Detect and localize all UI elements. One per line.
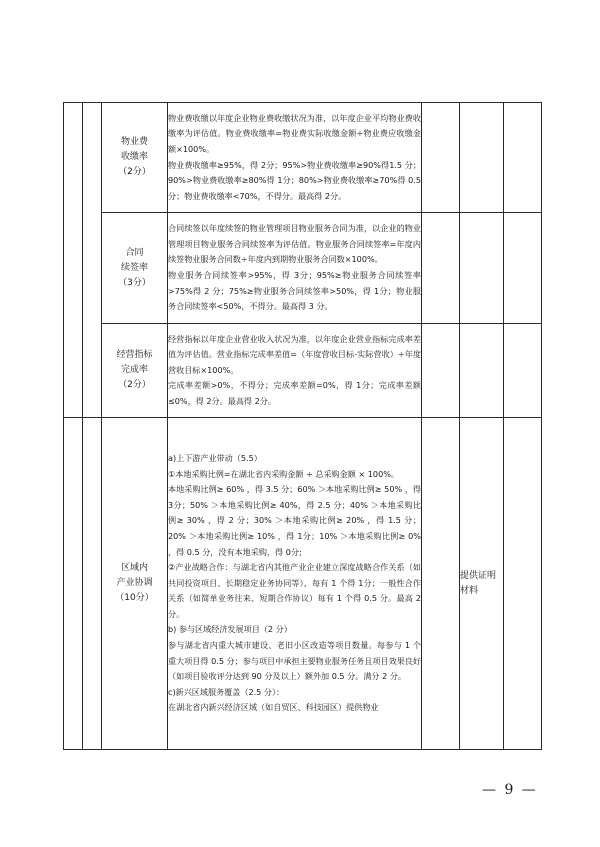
item-name-line: 合同: [125, 247, 144, 258]
criteria-text: c)新兴区域服务覆盖（2.5 分）：: [168, 686, 285, 697]
criteria-text: 合同续签以年度续签的物业管理项目物业服务合同为准，以企业的物业管理项目物业服务合同续签率为评估值。物业服务合同续签率=年度内续签物业服务合同数÷年度内到期物业服务合同数×100%。: [168, 223, 421, 265]
criteria-text: ②产业战略合作：与湖北省内其他产业企业建立深度战略合作关系（如共同投资项目、长期稳定业务协同等），每有 1 个得 1分；一般性合作关系（如简单业务往来、短期合作协议）每有 1 个得 0.5 分。最高 2 分。: [168, 562, 421, 619]
item-name-line: 区域内: [120, 563, 148, 573]
item-score: （2分）: [118, 380, 151, 390]
criteria-text: ①本地采购比例=在湖北省内采购金额 ÷ 总采购金额 × 100%。: [168, 468, 400, 479]
item-cell: [102, 324, 168, 418]
item-name-line: 完成率: [120, 365, 148, 375]
item-cell: [102, 213, 168, 324]
item-name-line: 产业协调: [116, 578, 153, 588]
page-number: — 9 —: [482, 782, 538, 798]
item-name-line: 经营指标: [116, 350, 153, 360]
remark-cell: [504, 103, 542, 213]
score-cell: [422, 324, 460, 418]
score-cell: [422, 103, 460, 213]
criteria-text: 物业费收缴以年度企业物业费收缴状况为准，以年度企业平均物业费收缴率为评估值。物业费收缴率=物业费实际收缴金额÷物业费应收缴金额×100%。: [168, 112, 421, 154]
table-row: [64, 324, 542, 418]
criteria-text: 经营指标以年度企业营业收入状况为准，以年度企业营业指标完成率差值为评估值。营业指标完成率差值=（年度营收目标-实际营收）÷年度营收目标×100%。: [168, 333, 421, 375]
criteria-text: 本地采购比例≥ 60% ，得 3.5 分；60% ＞本地采购比例≥ 50% ，得 3分；50% ＞本地采购比例≥ 40%，得 2.5 分；40% ＞本地采购比例≥ 30% ，得 2 分；30% ＞本地采购比例≥ 20% ，得 1.5 分；20% ＞本地采购比例≥ 10% ，得 1分；10% ＞本地采购比例≥ 0% ，得 0.5 分，没有本地采购，得 0分;: [168, 484, 421, 557]
criteria-cell: [168, 418, 422, 750]
score-cell: [422, 418, 460, 750]
item-name-line: 物业费: [120, 137, 148, 147]
criteria-text: 完成率差额>0%，不得分；完成率差额=0%，得 1分；完成率差额≤0%，得 2分。最高得 2分。: [168, 380, 421, 406]
table-row: [64, 103, 542, 213]
criteria-text: a)上下游产业带动（5.5）: [168, 452, 262, 463]
score-cell: [422, 213, 460, 324]
table-row: [64, 418, 542, 750]
note-cell: [460, 103, 504, 213]
evaluation-table: [63, 102, 542, 750]
item-name-line: 收缴率: [120, 152, 148, 162]
category-cell: [64, 103, 83, 418]
item-score: （3分）: [118, 277, 151, 288]
note-text: 提供证明材料: [460, 570, 497, 596]
table-row: [64, 213, 542, 324]
subcategory-cell: [83, 103, 102, 418]
category-cell: [64, 418, 83, 750]
remark-cell: [504, 213, 542, 324]
item-name-line: 续签率: [120, 262, 148, 273]
item-cell: [102, 418, 168, 750]
item-cell: [102, 103, 168, 213]
note-cell: [460, 324, 504, 418]
remark-cell: [504, 324, 542, 418]
criteria-text: 物业服务合同续签率>95%，得 3分；95%≥物业服务合同续签率>75%得 2 分；75%≥物业服务合同续签率>50%，得 1分；物业服务合同续签率<50%，不得分。最高得 3 分。: [168, 270, 421, 312]
criteria-cell: [168, 213, 422, 324]
item-score: （10分）: [115, 593, 154, 603]
criteria-text: 参与湖北省内重大城市建设、老旧小区改造等项目数量。每参与 1 个重大项目得 0.5 分；参与项目中承担主要物业服务任务且项目效果良好（如项目验收评分达到 90 分及以上）额外加 0.5 分。满分 2 分。: [168, 640, 421, 682]
remark-cell: [504, 418, 542, 750]
criteria-text: 在湖北省内新兴经济区域（如自贸区、科技园区）提供物业: [168, 702, 379, 713]
item-score: （2分）: [118, 167, 151, 177]
criteria-cell: [168, 324, 422, 418]
note-cell: [460, 213, 504, 324]
criteria-text: 物业费收缴率≥95%，得 2分；95%>物业费收缴率≥90%得1.5 分；90%>物业费收缴率≥80%得 1分；80%>物业费收缴率≥70%得 0.5 分；物业费收缴率<70%，不得分。最高得 2分。: [168, 159, 421, 201]
criteria-text: b) 参与区域经济发展项目（2 分）: [168, 624, 292, 635]
subcategory-cell: [83, 418, 102, 750]
note-cell: [460, 418, 504, 750]
criteria-cell: [168, 103, 422, 213]
